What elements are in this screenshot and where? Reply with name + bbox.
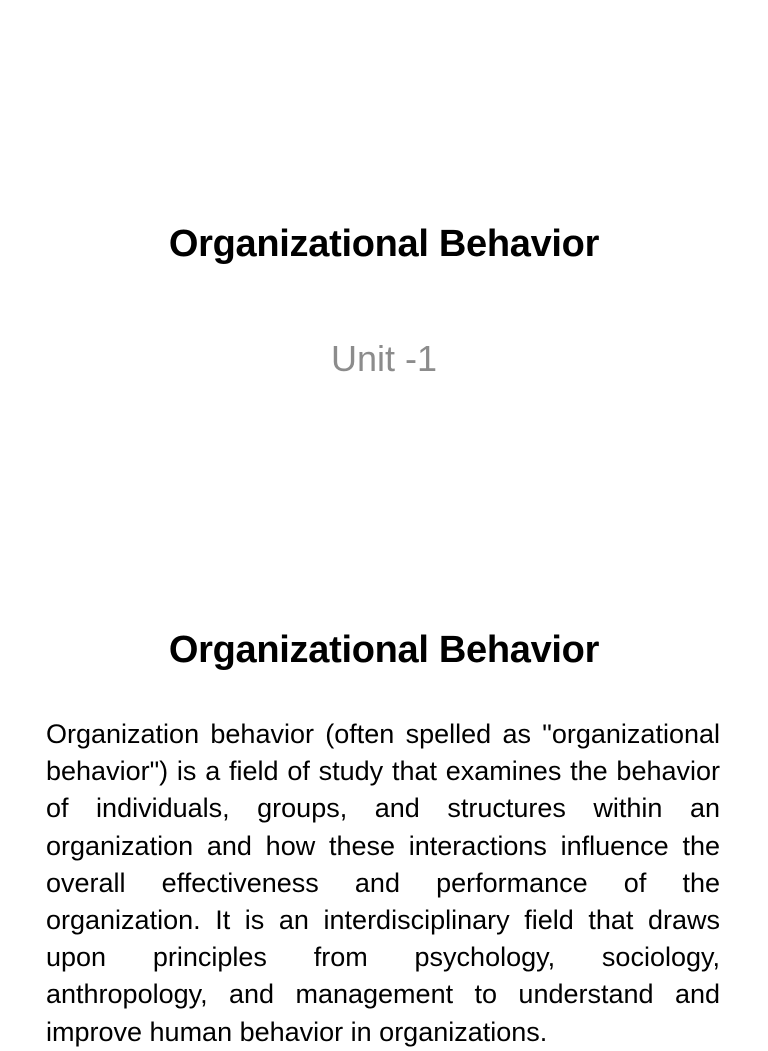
slide-subtitle: Unit -1 <box>330 338 438 379</box>
content-slide-body: Organization behavior (often spelled as "organizational behavior") is a field of study that examines the behavior of individuals, groups, and structures within an organization and how these interactions influence the overall effectiveness and performance of the organization. It is an interdisciplinary field that draws upon principles from psychology, sociology, anthropology, and management to understand and improve human behavior in organizations. <box>46 719 720 1047</box>
slide-title: Organizational Behavior <box>168 223 600 265</box>
content-slide <box>0 576 768 1047</box>
content-slide-title: Organizational Behavior <box>168 629 600 671</box>
